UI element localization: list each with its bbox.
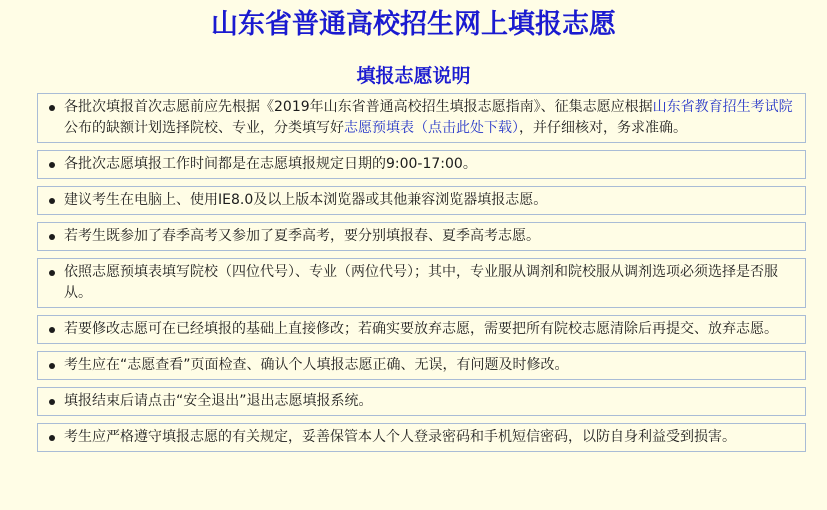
page-title: 山东省普通高校招生网上填报志愿: [211, 9, 616, 40]
bullet-icon: [49, 327, 55, 333]
notice-text: 依照志愿预填表填写院校（四位代号）、专业（两位代号）；其中，专业服从调剂和院校服从调剂选项必须选择是否服从。: [64, 264, 778, 301]
notice-item-3: [37, 186, 806, 215]
bullet-icon: [49, 198, 55, 204]
notice-item-9: [37, 423, 806, 452]
notice-list: [37, 93, 806, 459]
notice-item-7: [37, 351, 806, 380]
bullet-icon: [49, 363, 55, 369]
notice-text: 若考生既参加了春季高考又参加了夏季高考，要分别填报春、夏季高考志愿。: [64, 228, 540, 244]
notice-text: ，并仔细核对，务求准确。: [519, 120, 687, 136]
notice-item-1: [37, 93, 806, 143]
section-title: 填报志愿说明: [356, 65, 471, 87]
notice-item-8: [37, 387, 806, 416]
bullet-icon: [49, 162, 55, 168]
notice-item-5: [37, 258, 806, 308]
notice-item-6: [37, 315, 806, 344]
bullet-icon: [49, 270, 55, 276]
bullet-icon: [49, 435, 55, 441]
notice-text: 各批次填报首次志愿前应先根据《2019年山东省普通高校招生填报志愿指南》、征集志愿应根据: [64, 99, 653, 115]
notice-item-4: [37, 222, 806, 251]
preform-download-link[interactable]: 志愿预填表（点击此处下载）: [344, 120, 519, 136]
bullet-icon: [49, 234, 55, 240]
notice-item-2: [37, 150, 806, 179]
exam-institute-link[interactable]: 山东省教育招生考试院: [652, 99, 793, 115]
notice-text: 若要修改志愿可在已经填报的基础上直接修改；若确实要放弃志愿，需要把所有院校志愿清除后再提交、放弃志愿。: [64, 321, 778, 337]
bullet-icon: [49, 105, 55, 111]
notice-text: 公布的缺额计划选择院校、专业，分类填写好: [64, 120, 344, 136]
notice-text: 各批次志愿填报工作时间都是在志愿填报规定日期的9:00-17:00。: [64, 156, 477, 172]
notice-text: 填报结束后请点击“安全退出”退出志愿填报系统。: [64, 393, 373, 409]
bullet-icon: [49, 399, 55, 405]
notice-text: 建议考生在电脑上、使用IE8.0及以上版本浏览器或其他兼容浏览器填报志愿。: [64, 192, 548, 208]
notice-text: 考生应在“志愿查看”页面检查、确认个人填报志愿正确、无误，有问题及时修改。: [64, 357, 569, 373]
notice-text: 考生应严格遵守填报志愿的有关规定，妥善保管本人个人登录密码和手机短信密码，以防自身利益受到损害。: [64, 429, 736, 445]
